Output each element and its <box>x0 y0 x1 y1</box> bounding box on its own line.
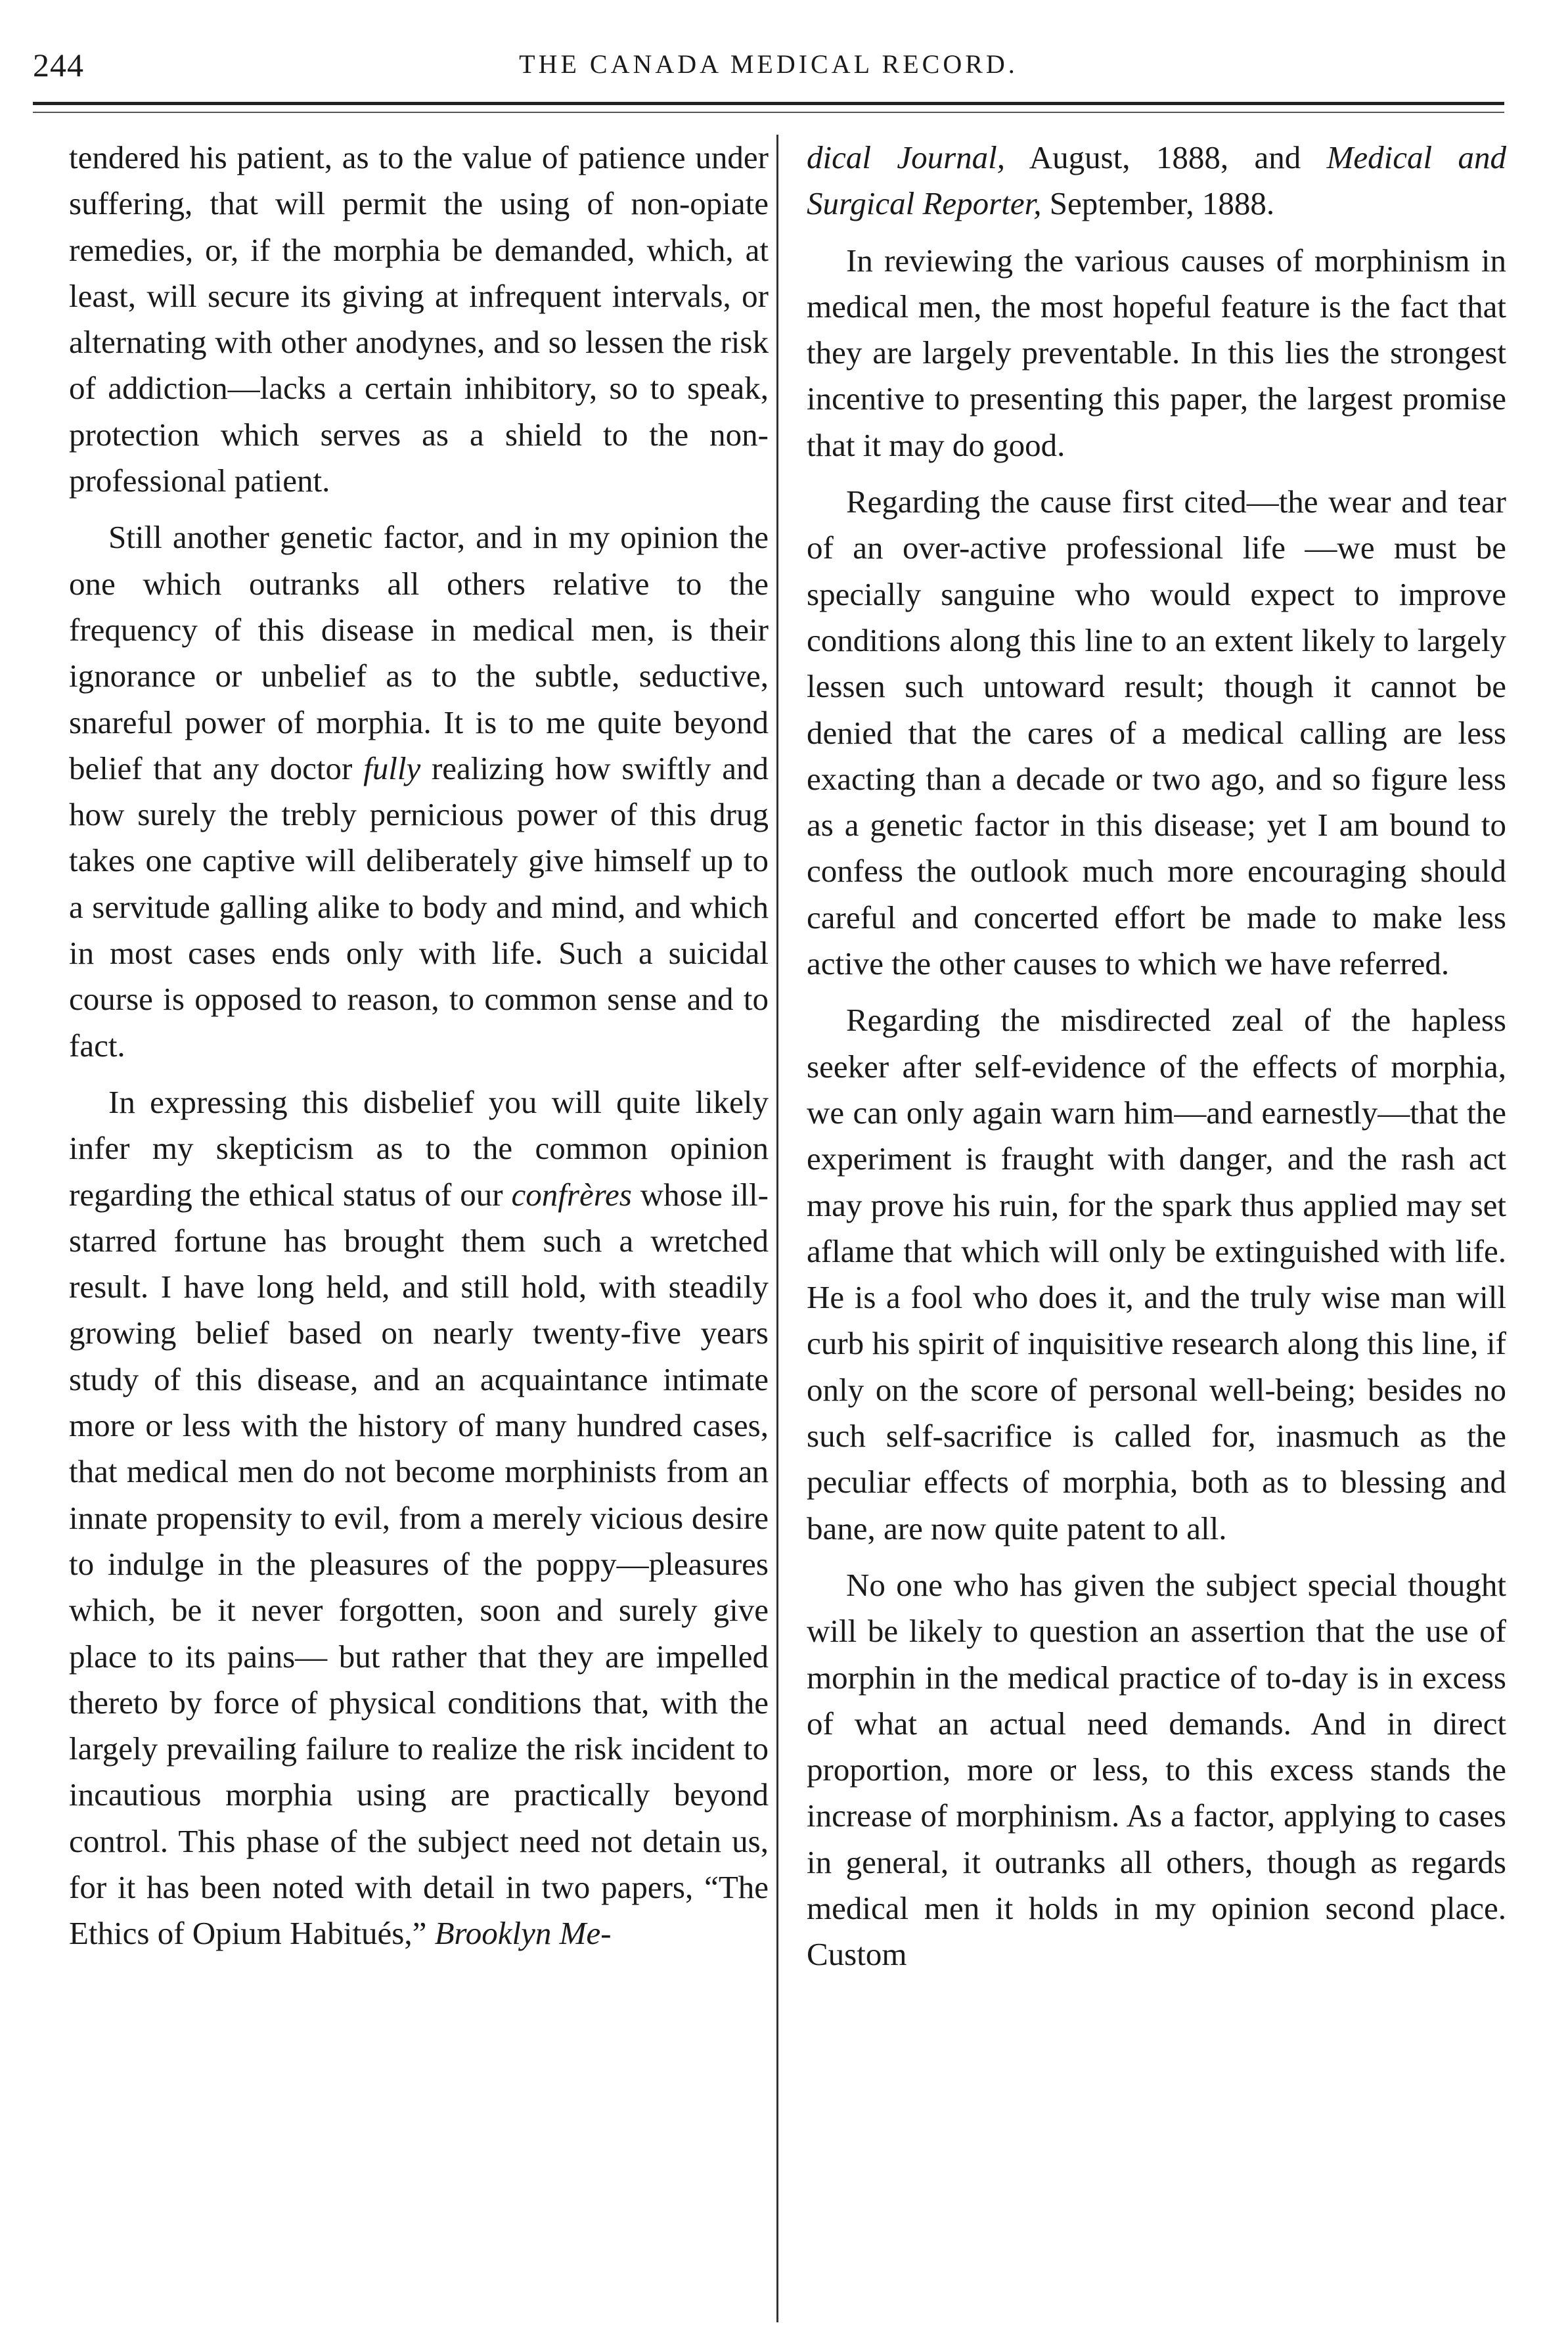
right-column <box>807 135 1506 1989</box>
text-run: In expressing this disbelief you will quite likely infer my skepticism as to the common opinion regarding the ethical status of our <box>69 1083 769 1213</box>
text-run: September, 1888. <box>1041 185 1275 222</box>
paragraph: In reviewing the various causes of morphinism in medical men, the most hopeful feature is the fact that they are largely preventable. In this lies the strongest incentive to presenting this paper, the largest promise that it may do good. <box>807 242 1506 463</box>
text-run: August, 1888, and <box>1005 139 1327 175</box>
paragraph: Regarding the misdirected zeal of the hapless seeker after self-evidence of the effects of morphia, we can only again warn him—and earnestly—that the experiment is fraught with danger, and the rash act may prove his ruin, for the spark thus applied may set aflame that which will only be extinguished with life. He is a fool who does it, and the truly wise man will curb his spirit of inquisitive research along this line, if only on the score of personal well-being; besides no such self-sacrifice is called for, inasmuch as the peculiar effects of morphia, both as to blessing and bane, are now quite patent to all. <box>807 1002 1506 1546</box>
emphasis: Brooklyn Me- <box>434 1915 612 1952</box>
page-header <box>33 46 1504 99</box>
emphasis: dical Journal, <box>807 139 1006 175</box>
emphasis: Medical and Surgical Reporter, <box>807 139 1506 222</box>
paragraph <box>69 1079 769 1957</box>
emphasis: confrères <box>511 1176 632 1213</box>
text-run: realizing how swiftly and how surely the trebly pernicious power of this drug takes one captive will deliberately give himself up to a servitude galling alike to body and mind, and which in most cases ends only with life. Such a suicidal course is opposed to reason, to common sense and to fact. <box>69 750 769 1064</box>
paragraph <box>807 135 1506 227</box>
text-run: Still another genetic factor, and in my opinion the one which outranks all others relative to the frequency of this disease in medical men, is their ignorance or unbelief as to the subtle, seductive, snareful power of morphia. It is to me quite beyond belief that any doctor <box>69 519 769 786</box>
paragraph: No one who has given the subject special thought will be likely to question an assertion that the use of morphin in the medical practice of to-day is in excess of what an actual need demands. And in direct proportion, more or less, to this excess stands the increase of morphinism. As a factor, applying to cases in general, it outranks all others, though as regards medical men it holds in my opinion second place. Custom <box>807 1566 1506 1973</box>
text-run: whose ill-starred fortune has brought them such a wretched result. I have long held, and still hold, with steadily growing belief based on nearly twenty-five years study of this disease, and an acquaintance intimate more or less with the history of many hundred cases, that medical men do not become morphinists from an innate propensity to evil, from a merely vicious desire to indulge in the pleasures of the poppy—pleasures which, be it never forgotten, soon and surely give place to its pains— but rather that they are impelled thereto by force of physical conditions that, with the largely prevailing failure to realize the risk incident to incautious morphia using are practically beyond control. This phase of the subject need not detain us, for it has been noted with detail in two papers, “The Ethics of Opium Habitués,” <box>69 1176 769 1952</box>
column-divider <box>776 135 778 2322</box>
paragraph <box>69 514 769 1069</box>
paragraph: tendered his patient, as to the value of patience under suffering, that will permit the using of non-opiate remedies, or, if the morphia be demanded, which, at least, will secure its giving at infrequent intervals, or alternating with other anodynes, and so lessen the risk of addiction—lacks a certain inhibitory, so to speak, protection which serves as a shield to the non-professional patient. <box>69 139 769 499</box>
paragraph: Regarding the cause first cited—the wear and tear of an over-active professional life —we must be specially sanguine who would expect to improve conditions along this line to an extent likely to largely lessen such untoward result; though it cannot be denied that the cares of a medical calling are less exacting than a decade or two ago, and so figure less as a genetic factor in this disease; yet I am bound to confess the outlook much more encouraging should careful and concerted effort be made to make less active the other causes to which we have referred. <box>807 484 1506 982</box>
emphasis: fully <box>363 750 421 786</box>
running-title: THE CANADA MEDICAL RECORD. <box>519 49 1018 79</box>
left-column <box>69 135 769 1968</box>
header-rule <box>33 102 1504 113</box>
page-number: 244 <box>33 47 84 83</box>
